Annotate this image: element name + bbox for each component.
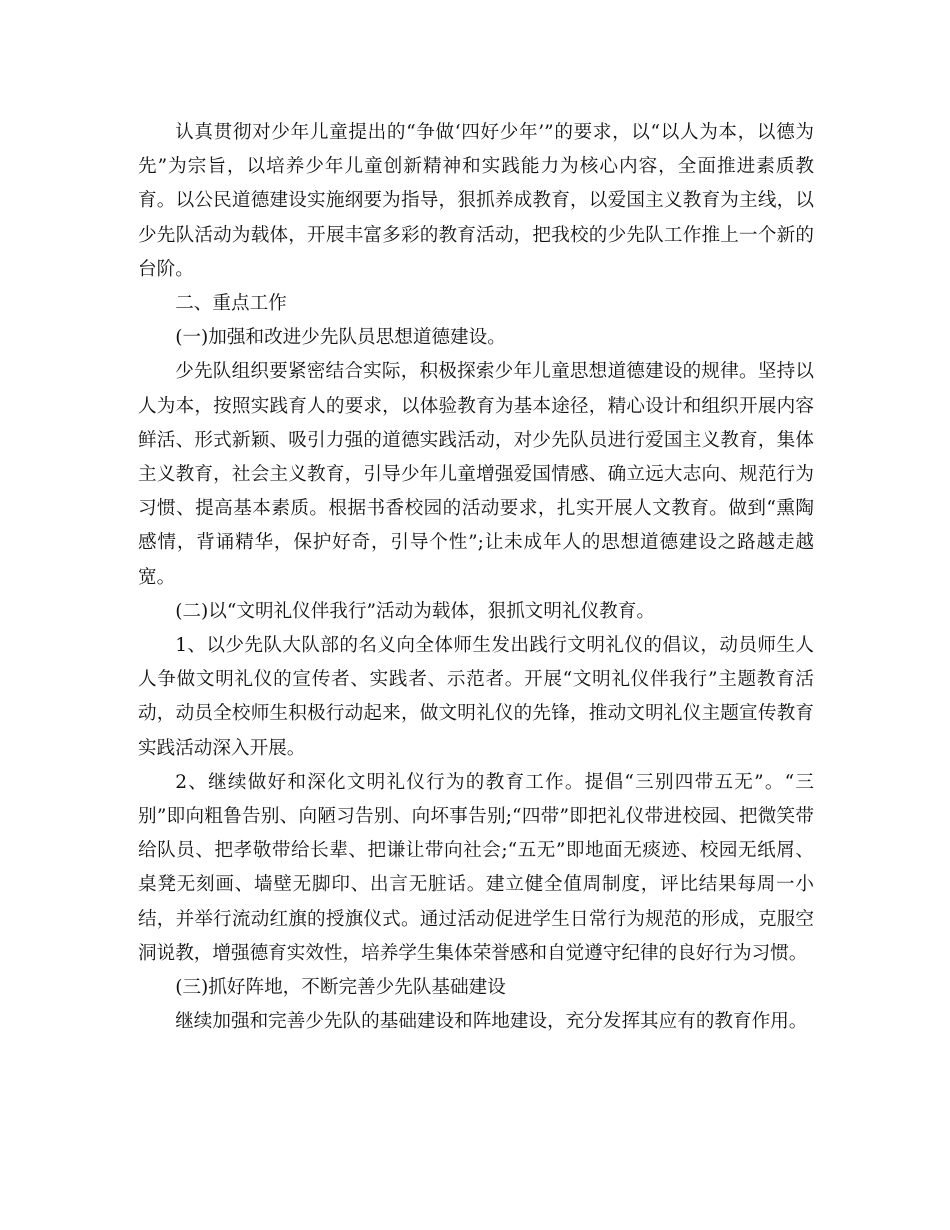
document-body bbox=[138, 116, 814, 1039]
subheading-etiquette-education: (二)以“文明礼仪伴我行”活动为载体，狠抓文明礼仪教育。 bbox=[175, 600, 655, 622]
subheading-base-construction: (三)抓好阵地，不断完善少先队基础建设 bbox=[175, 977, 506, 999]
moral-construction-paragraph: 少先队组织要紧密结合实际，积极探索少年儿童思想道德建设的规律。坚持以人为本，按照实践育人的要求，以体验教育为基本途径，精心设计和组织开展内容鲜活、形式新颖、吸引力强的道德实践活动，对少先队员进行爱国主义教育，集体主义教育，社会主义教育，引导少年儿童增强爱国情感、确立远大志向、规范行为习惯、提高基本素质。根据书香校园的活动要求，扎实开展人文教育。做到“熏陶感情，背诵精华，保护好奇，引导个性”;让未成年人的思想道德建设之路越走越宽。 bbox=[138, 361, 814, 588]
base-construction-paragraph: 继续加强和完善少先队的基础建设和阵地建设，充分发挥其应有的教育作用。 bbox=[175, 1011, 808, 1033]
subheading-moral-construction: (一)加强和改进少先队员思想道德建设。 bbox=[175, 327, 506, 349]
etiquette-item-1-paragraph: 1、以少先队大队部的名义向全体师生发出践行文明礼仪的倡议，动员师生人人争做文明礼仪的宣传者、实践者、示范者。开展“文明礼仪伴我行”主题教育活动，动员全校师生积极行动起来，做文明礼仪的先锋，推动文明礼仪主题宣传教育实践活动深入开展。 bbox=[138, 635, 814, 759]
intro-paragraph: 认真贯彻对少年儿童提出的“争做‘四好少年’”的要求，以“以人为本，以德为先”为宗旨，以培养少年儿童创新精神和实践能力为核心内容，全面推进素质教育。以公民道德建设实施纲要为指导，狠抓养成教育，以爱国主义教育为主线，以少先队活动为载体，开展丰富多彩的教育活动，把我校的少先队工作推上一个新的台阶。 bbox=[138, 122, 814, 280]
etiquette-item-2-paragraph: 2、继续做好和深化文明礼仪行为的教育工作。提倡“三别四带五无”。“三别”即向粗鲁告别、向陋习告别、向坏事告别;“四带”即把礼仪带进校园、把微笑带给队员、把孝敬带给长辈、把谦让带向社会;“五无”即地面无痰迹、校园无纸屑、桌凳无刻画、墙壁无脚印、出言无脏话。建立健全值周制度，评比结果每周一小结，并举行流动红旗的授旗仪式。通过活动促进学生日常行为规范的形成，克服空洞说教，增强德育实效性，培养学生集体荣誉感和自觉遵守纪律的良好行为习惯。 bbox=[138, 771, 814, 964]
section-heading-key-work: 二、重点工作 bbox=[175, 293, 287, 315]
